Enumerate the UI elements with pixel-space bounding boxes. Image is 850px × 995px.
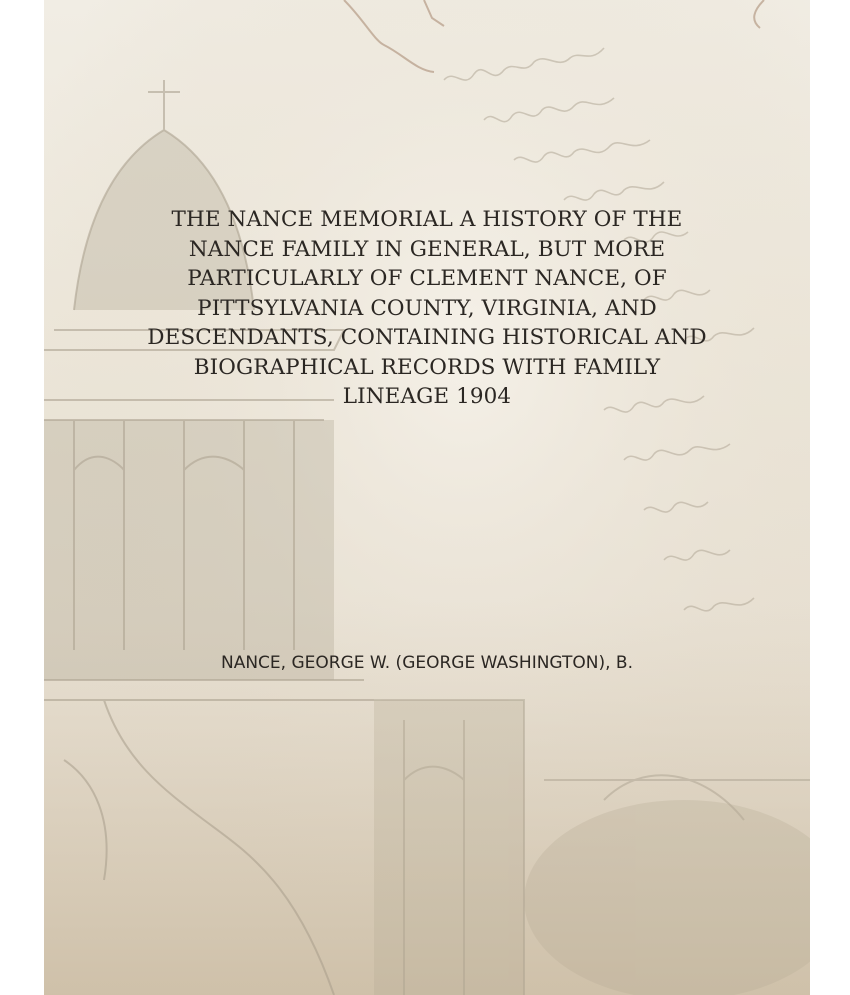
cover-illustration bbox=[44, 0, 810, 995]
book-cover bbox=[44, 0, 810, 995]
book-author: NANCE, GEORGE W. (GEORGE WASHINGTON), B. bbox=[220, 653, 633, 673]
book-title: THE NANCE MEMORIAL A HISTORY OF THE NANCE FAMILY IN GENERAL, BUT MORE PARTICULARLY OF CLEMENT NANCE, OF PITTSYLVANIA COUNTY, VIRGINIA, AND DESCENDANTS, CONTAINING HISTORICAL AND BIOGRAPHICAL RECORDS WITH FAMILY LINEAGE 1904 bbox=[147, 207, 707, 409]
